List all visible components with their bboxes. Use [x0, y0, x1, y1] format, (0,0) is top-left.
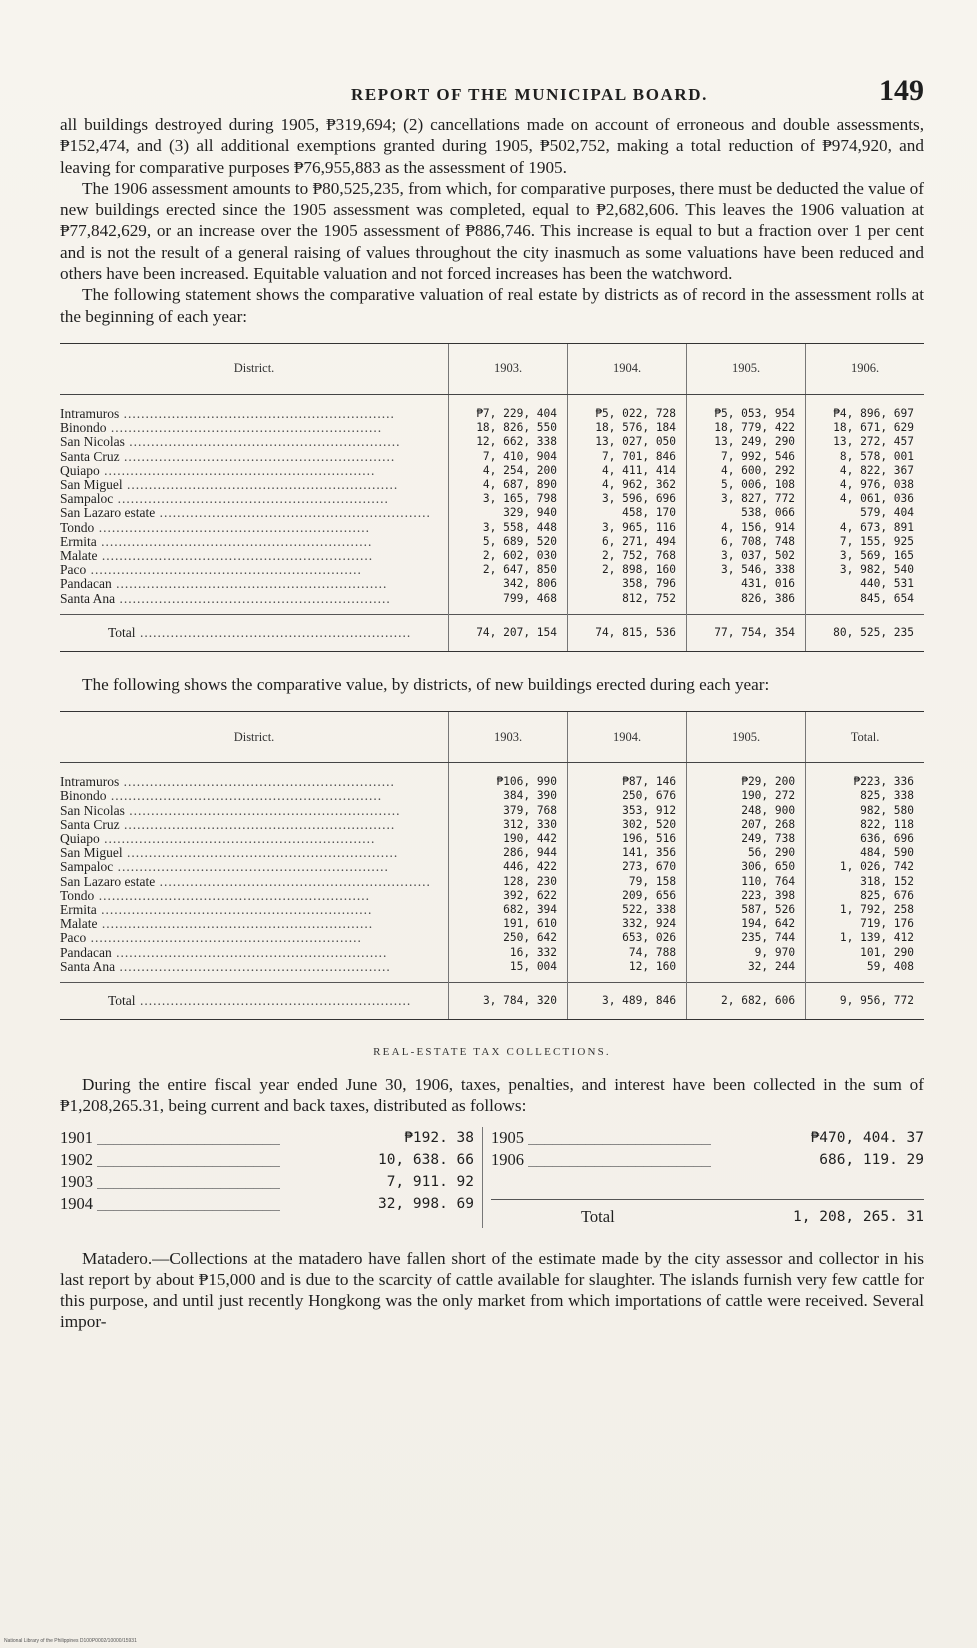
value-cell: 273, 670 [568, 860, 687, 874]
value-cell: 392, 622 [449, 889, 568, 903]
tax-row [60, 1149, 474, 1171]
table-row [60, 450, 924, 464]
district-name: Santa Ana ..... [60, 960, 438, 974]
district-cell [60, 394, 449, 421]
value-cell: 822, 118 [806, 818, 924, 832]
column-header: 1905. [687, 712, 806, 763]
value-cell: 207, 268 [687, 818, 806, 832]
value-cell: 318, 152 [806, 875, 924, 889]
value-cell: 579, 404 [806, 506, 924, 520]
district-name: Intramuros ..... [60, 407, 438, 421]
district-name: Sampaloc ..... [60, 860, 438, 874]
value-cell: 3, 569, 165 [806, 549, 924, 563]
value-cell: 16, 332 [449, 946, 568, 960]
value-cell: 358, 796 [568, 577, 687, 591]
value-cell: 3, 982, 540 [806, 563, 924, 577]
table-row [60, 931, 924, 945]
tax-year: 1904 _____ [60, 1193, 280, 1215]
value-cell: 446, 422 [449, 860, 568, 874]
value-cell: 4, 976, 038 [806, 478, 924, 492]
running-head [60, 74, 924, 114]
table-row [60, 763, 924, 790]
value-cell: 15, 004 [449, 960, 568, 983]
total-value: 74, 815, 536 [568, 614, 687, 651]
value-cell: 4, 822, 367 [806, 464, 924, 478]
value-cell: 191, 610 [449, 917, 568, 931]
value-cell: 3, 037, 502 [687, 549, 806, 563]
value-cell: 3, 165, 798 [449, 492, 568, 506]
district-name: Santa Cruz ..... [60, 818, 438, 832]
table-header-row [60, 343, 924, 394]
value-cell: 6, 708, 748 [687, 535, 806, 549]
district-cell [60, 521, 449, 535]
district-name: Paco ..... [60, 931, 438, 945]
total-value: 74, 207, 154 [449, 614, 568, 651]
total-value: 77, 754, 354 [687, 614, 806, 651]
value-cell: 826, 386 [687, 592, 806, 615]
district-name: San Miguel ..... [60, 478, 438, 492]
tax-amount: 686, 119. 29 [819, 1151, 924, 1168]
district-name: San Nicolas ..... [60, 804, 438, 818]
value-cell: 636, 696 [806, 832, 924, 846]
tax-year: 1901 _____ [60, 1127, 280, 1149]
value-cell: 8, 578, 001 [806, 450, 924, 464]
district-cell [60, 577, 449, 591]
tax-year: 1903 _____ [60, 1171, 280, 1193]
tax-year: 1906 _____ [491, 1149, 711, 1171]
value-cell: 719, 176 [806, 917, 924, 931]
new-buildings-table [60, 711, 924, 1020]
value-cell: 2, 602, 030 [449, 549, 568, 563]
value-cell: 6, 271, 494 [568, 535, 687, 549]
tax-column-left [60, 1127, 483, 1228]
value-cell: 2, 898, 160 [568, 563, 687, 577]
value-cell: 538, 066 [687, 506, 806, 520]
column-header: Total. [806, 712, 924, 763]
tax-amount: 10, 638. 66 [377, 1151, 474, 1168]
tax-amount: 7, 911. 92 [386, 1173, 474, 1190]
district-name: Pandacan ..... [60, 946, 438, 960]
district-cell [60, 832, 449, 846]
value-cell: 3, 965, 116 [568, 521, 687, 535]
value-cell: 3, 596, 696 [568, 492, 687, 506]
value-cell: 587, 526 [687, 903, 806, 917]
total-value: 3, 784, 320 [449, 982, 568, 1019]
value-cell: 1, 026, 742 [806, 860, 924, 874]
tax-row [60, 1193, 474, 1215]
value-cell: 799, 468 [449, 592, 568, 615]
value-cell: 12, 160 [568, 960, 687, 983]
district-cell [60, 592, 449, 615]
table-row [60, 960, 924, 983]
value-cell: ₱106, 990 [449, 763, 568, 790]
district-name: Pandacan ..... [60, 577, 438, 591]
value-cell: 4, 600, 292 [687, 464, 806, 478]
value-cell: 13, 272, 457 [806, 435, 924, 449]
table-row [60, 506, 924, 520]
value-cell: ₱5, 053, 954 [687, 394, 806, 421]
value-cell: 190, 442 [449, 832, 568, 846]
value-cell: 18, 576, 184 [568, 421, 687, 435]
value-cell: 12, 662, 338 [449, 435, 568, 449]
tax-row [491, 1127, 924, 1149]
value-cell: 190, 272 [687, 789, 806, 803]
district-name: Santa Ana ..... [60, 592, 438, 606]
district-cell [60, 450, 449, 464]
value-cell: 13, 249, 290 [687, 435, 806, 449]
value-cell: 522, 338 [568, 903, 687, 917]
tax-amount: 32, 998. 69 [377, 1195, 474, 1212]
value-cell: 329, 940 [449, 506, 568, 520]
table-row [60, 592, 924, 615]
value-cell: 9, 970 [687, 946, 806, 960]
district-name: Ermita ..... [60, 535, 438, 549]
table-header-row [60, 712, 924, 763]
value-cell: 4, 411, 414 [568, 464, 687, 478]
value-cell: 7, 992, 546 [687, 450, 806, 464]
total-value: 2, 682, 606 [687, 982, 806, 1019]
value-cell: 825, 338 [806, 789, 924, 803]
total-label [60, 614, 449, 651]
district-name: San Nicolas ..... [60, 435, 438, 449]
district-cell [60, 492, 449, 506]
value-cell: 1, 792, 258 [806, 903, 924, 917]
paragraph-1: all buildings destroyed during 1905, ₱319,694; (2) cancellations made on account of erroneous and double assessments, ₱152,474, and (3) all additional exemptions granted during 1905, ₱502,752, making a total reduction of ₱974,920, and leaving for comparative purposes ₱76,955,883 as the assessment of 1905. [60, 115, 924, 177]
table-row [60, 478, 924, 492]
value-cell: 249, 738 [687, 832, 806, 846]
table-row [60, 875, 924, 889]
district-cell [60, 946, 449, 960]
value-cell: 845, 654 [806, 592, 924, 615]
value-cell: 250, 642 [449, 931, 568, 945]
table-row [60, 818, 924, 832]
district-name: Binondo ..... [60, 789, 438, 803]
column-header: District. [60, 712, 449, 763]
paragraph-6: Matadero.—Collections at the matadero have fallen short of the estimate made by the city assessor and collector in his last report by about ₱15,000 and is due to the scarcity of cattle available for slaughter. The islands furnish very few cattle for this purpose, and until just recently Hongkong was the only market from which importations of cattle were received. Several impor- [60, 1248, 924, 1332]
district-cell [60, 875, 449, 889]
total-row [60, 982, 924, 1019]
page-number: 149 [879, 74, 924, 107]
district-name: Binondo ..... [60, 421, 438, 435]
district-cell [60, 563, 449, 577]
total-row [60, 614, 924, 651]
value-cell: 194, 642 [687, 917, 806, 931]
value-cell: 18, 826, 550 [449, 421, 568, 435]
tax-total-row [491, 1199, 924, 1228]
value-cell: ₱223, 336 [806, 763, 924, 790]
total-label [60, 982, 449, 1019]
value-cell: 7, 155, 925 [806, 535, 924, 549]
district-cell [60, 763, 449, 790]
table-row [60, 535, 924, 549]
column-header: District. [60, 343, 449, 394]
value-cell: 7, 701, 846 [568, 450, 687, 464]
total-value: 3, 489, 846 [568, 982, 687, 1019]
table-row [60, 577, 924, 591]
value-cell: ₱29, 200 [687, 763, 806, 790]
district-name: Malate ..... [60, 549, 438, 563]
page-content [60, 74, 924, 1333]
district-cell [60, 421, 449, 435]
library-footer: National Library of the Philippines D100P0002/10000/15931 [4, 1638, 137, 1644]
table-row [60, 860, 924, 874]
value-cell: 353, 912 [568, 804, 687, 818]
value-cell: 4, 156, 914 [687, 521, 806, 535]
table-row [60, 903, 924, 917]
value-cell: 286, 944 [449, 846, 568, 860]
district-cell [60, 960, 449, 983]
district-cell [60, 917, 449, 931]
value-cell: 235, 744 [687, 931, 806, 945]
paragraph-5: During the entire fiscal year ended June 30, 1906, taxes, penalties, and interest have been collected in the sum of ₱1,208,265.31, being current and back taxes, distributed as follows: [60, 1074, 924, 1116]
value-cell: 250, 676 [568, 789, 687, 803]
table-row [60, 464, 924, 478]
value-cell: 484, 590 [806, 846, 924, 860]
value-cell: 101, 290 [806, 946, 924, 960]
district-cell [60, 818, 449, 832]
value-cell: 248, 900 [687, 804, 806, 818]
column-header: 1904. [568, 343, 687, 394]
district-name: Paco ..... [60, 563, 438, 577]
value-cell: 209, 656 [568, 889, 687, 903]
value-cell: 1, 139, 412 [806, 931, 924, 945]
table-row [60, 563, 924, 577]
value-cell: 2, 647, 850 [449, 563, 568, 577]
table-row [60, 549, 924, 563]
column-header: 1906. [806, 343, 924, 394]
table-row [60, 435, 924, 449]
value-cell: 110, 764 [687, 875, 806, 889]
value-cell: 59, 408 [806, 960, 924, 983]
value-cell: 79, 158 [568, 875, 687, 889]
section-heading: REAL-ESTATE TAX COLLECTIONS. [373, 1045, 611, 1058]
district-name: San Lazaro estate ..... [60, 506, 438, 520]
value-cell: 4, 673, 891 [806, 521, 924, 535]
value-cell: 312, 330 [449, 818, 568, 832]
district-cell [60, 931, 449, 945]
table-row [60, 889, 924, 903]
district-name: Intramuros ..... [60, 775, 438, 789]
paragraph-3: The following statement shows the comparative valuation of real estate by districts as of record in the assessment rolls at the beginning of each year: [60, 285, 924, 326]
tax-collections-table [60, 1127, 924, 1228]
value-cell: 2, 752, 768 [568, 549, 687, 563]
district-cell [60, 804, 449, 818]
value-cell: 682, 394 [449, 903, 568, 917]
value-cell: 379, 768 [449, 804, 568, 818]
district-name: Tondo ..... [60, 889, 438, 903]
district-cell [60, 789, 449, 803]
value-cell: ₱5, 022, 728 [568, 394, 687, 421]
value-cell: 458, 170 [568, 506, 687, 520]
table-row [60, 492, 924, 506]
total-label-text: Total ..... [108, 994, 438, 1008]
value-cell: 342, 806 [449, 577, 568, 591]
value-cell: 56, 290 [687, 846, 806, 860]
district-cell [60, 549, 449, 563]
tax-row [491, 1149, 924, 1171]
table-row [60, 789, 924, 803]
tax-row [60, 1171, 474, 1193]
value-cell: 196, 516 [568, 832, 687, 846]
district-cell [60, 478, 449, 492]
value-cell: ₱4, 896, 697 [806, 394, 924, 421]
value-cell: 5, 689, 520 [449, 535, 568, 549]
value-cell: 128, 230 [449, 875, 568, 889]
district-name: Ermita ..... [60, 903, 438, 917]
district-cell [60, 535, 449, 549]
district-cell [60, 435, 449, 449]
value-cell: 4, 061, 036 [806, 492, 924, 506]
value-cell: 5, 006, 108 [687, 478, 806, 492]
value-cell: 4, 962, 362 [568, 478, 687, 492]
paragraph-4: The following shows the comparative value, by districts, of new buildings erected during each year: [82, 674, 770, 694]
district-name: Sampaloc ..... [60, 492, 438, 506]
tax-column-right [483, 1127, 924, 1228]
tax-total-label: Total [581, 1206, 615, 1226]
tax-amount: ₱192. 38 [404, 1129, 474, 1146]
district-name: San Miguel ..... [60, 846, 438, 860]
value-cell: 74, 788 [568, 946, 687, 960]
value-cell: 982, 580 [806, 804, 924, 818]
tax-total-amount: 1, 208, 265. 31 [793, 1208, 924, 1225]
report-title: REPORT OF THE MUNICIPAL BOARD. [350, 85, 709, 104]
district-cell [60, 464, 449, 478]
table-row [60, 946, 924, 960]
value-cell: 141, 356 [568, 846, 687, 860]
district-name: Santa Cruz ..... [60, 450, 438, 464]
tax-year: 1905 _____ [491, 1127, 711, 1149]
district-cell [60, 889, 449, 903]
district-name: Quiapo ..... [60, 464, 438, 478]
total-value: 9, 956, 772 [806, 982, 924, 1019]
value-cell: 3, 558, 448 [449, 521, 568, 535]
district-cell [60, 506, 449, 520]
table-row [60, 917, 924, 931]
district-name: Tondo ..... [60, 521, 438, 535]
column-header: 1904. [568, 712, 687, 763]
column-header: 1905. [687, 343, 806, 394]
value-cell: 440, 531 [806, 577, 924, 591]
district-name: Quiapo ..... [60, 832, 438, 846]
value-cell: 3, 827, 772 [687, 492, 806, 506]
table-row [60, 394, 924, 421]
value-cell: ₱7, 229, 404 [449, 394, 568, 421]
valuation-by-district-table [60, 343, 924, 652]
value-cell: 812, 752 [568, 592, 687, 615]
value-cell: 653, 026 [568, 931, 687, 945]
value-cell: 302, 520 [568, 818, 687, 832]
district-cell [60, 903, 449, 917]
value-cell: 825, 676 [806, 889, 924, 903]
paragraph-2: The 1906 assessment amounts to ₱80,525,235, from which, for comparative purposes, there must be deducted the value of new buildings erected since the 1905 assessment was completed, equal to ₱2,682,606. This leaves the 1906 valuation at ₱77,842,629, or an increase over the 1905 assessment of ₱886,746. This increase is equal to but a fraction over 1 per cent and is not the result of a general raising of values throughout the city inasmuch as some valuations have been reduced and others have been increased. Equitable valuation and not forced increases has been the watchword. [60, 178, 924, 284]
district-cell [60, 846, 449, 860]
value-cell: 18, 671, 629 [806, 421, 924, 435]
table-row [60, 832, 924, 846]
value-cell: 7, 410, 904 [449, 450, 568, 464]
table-row [60, 804, 924, 818]
value-cell: 431, 016 [687, 577, 806, 591]
tax-amount: ₱470, 404. 37 [810, 1129, 924, 1146]
value-cell: 13, 027, 050 [568, 435, 687, 449]
value-cell: 384, 390 [449, 789, 568, 803]
value-cell: 18, 779, 422 [687, 421, 806, 435]
column-header: 1903. [449, 343, 568, 394]
value-cell: 4, 254, 200 [449, 464, 568, 478]
value-cell: ₱87, 146 [568, 763, 687, 790]
total-value: 80, 525, 235 [806, 614, 924, 651]
value-cell: 3, 546, 338 [687, 563, 806, 577]
total-label-text: Total ..... [108, 626, 438, 640]
table-row [60, 521, 924, 535]
value-cell: 32, 244 [687, 960, 806, 983]
district-cell [60, 860, 449, 874]
value-cell: 332, 924 [568, 917, 687, 931]
district-name: Malate ..... [60, 917, 438, 931]
table-row [60, 421, 924, 435]
table-row [60, 846, 924, 860]
value-cell: 4, 687, 890 [449, 478, 568, 492]
district-name: San Lazaro estate ..... [60, 875, 438, 889]
tax-year: 1902 _____ [60, 1149, 280, 1171]
value-cell: 223, 398 [687, 889, 806, 903]
column-header: 1903. [449, 712, 568, 763]
tax-row [60, 1127, 474, 1149]
value-cell: 306, 650 [687, 860, 806, 874]
